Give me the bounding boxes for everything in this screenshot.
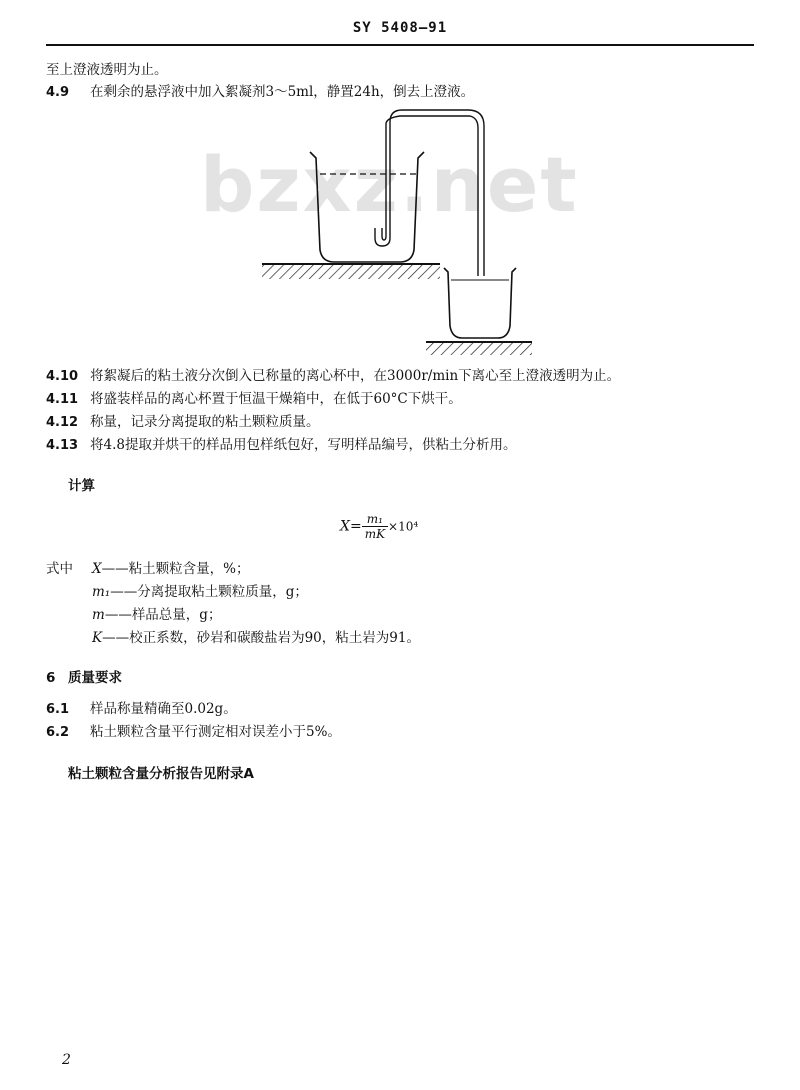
lower-beaker — [444, 268, 516, 338]
clause-6-1 — [46, 697, 237, 717]
def-text: ——粘土颗粒含量，%； — [101, 561, 250, 577]
quality-heading-number: 6 — [46, 670, 56, 686]
def-row — [92, 557, 249, 577]
def-symbol: m — [92, 607, 105, 623]
clause-number: 4.13 — [46, 438, 79, 453]
header-rule — [46, 44, 754, 46]
page-number: 2 — [62, 1052, 71, 1068]
siphon-tube — [375, 110, 484, 276]
formula — [340, 512, 418, 541]
clause-text: 将4.8提取并烘干的样品用包样纸包好，写明样品编号，供粘土分析用。 — [90, 437, 517, 453]
continuation-line: 至上澄液透明为止。 — [46, 62, 168, 78]
clause-6-2 — [46, 720, 341, 740]
clause-text: 称量，记录分离提取的粘土颗粒质量。 — [90, 414, 320, 430]
clause-number: 6.2 — [46, 725, 70, 740]
report-note: 粘土颗粒含量分析报告见附录A — [68, 766, 254, 782]
def-row — [92, 626, 420, 646]
formula-fraction — [362, 512, 388, 541]
document-code: SY 5408—91 — [352, 20, 448, 36]
clause-number: 4.9 — [46, 85, 70, 100]
formula-numerator: m₁ — [362, 512, 388, 527]
def-symbol: m₁ — [92, 584, 111, 600]
clause-4-13 — [46, 433, 516, 453]
where-label: 式中 — [46, 561, 73, 577]
upper-beaker — [310, 152, 424, 262]
quality-heading — [46, 666, 122, 686]
def-text: ——样品总量，g； — [104, 607, 222, 623]
def-symbol: X — [92, 561, 102, 577]
clause-4-10 — [46, 364, 620, 384]
clause-text: 在剩余的悬浮液中加入絮凝剂3～5ml，静置24h，倒去上澄液。 — [90, 84, 475, 100]
formula-denominator: mK — [364, 527, 386, 541]
calc-heading: 计算 — [68, 478, 95, 494]
def-row — [92, 603, 221, 623]
lower-bench — [426, 342, 532, 355]
clause-text: 粘土颗粒含量平行测定相对误差小于5%。 — [90, 724, 341, 740]
clause-4-9 — [46, 80, 474, 100]
siphon-apparatus-diagram — [250, 100, 540, 360]
clause-number: 6.1 — [46, 702, 70, 717]
clause-text: 样品称量精确至0.02g。 — [90, 701, 237, 717]
clause-text: 将絮凝后的粘土液分次倒入已称量的离心杯中，在3000r/min下离心至上澄液透明为止。 — [90, 368, 621, 384]
formula-rhs: ×10⁴ — [388, 519, 419, 534]
clause-text: 将盛装样品的离心杯置于恒温干燥箱中，在低于60°C下烘干。 — [90, 391, 462, 407]
quality-heading-text: 质量要求 — [68, 670, 122, 686]
clause-number: 4.11 — [46, 392, 79, 407]
def-row — [92, 580, 308, 600]
upper-bench — [262, 264, 440, 279]
clause-4-12 — [46, 410, 320, 430]
def-text: ——分离提取粘土颗粒质量，g； — [110, 584, 308, 600]
clause-4-11 — [46, 387, 462, 407]
clause-number: 4.12 — [46, 415, 79, 430]
def-text: ——校正系数，砂岩和碳酸盐岩为90，粘土岩为91。 — [102, 630, 420, 646]
formula-lhs: X= — [340, 518, 362, 535]
clause-number: 4.10 — [46, 369, 79, 384]
watermark-text: bzxz.net — [200, 140, 579, 229]
def-symbol: K — [92, 630, 103, 646]
